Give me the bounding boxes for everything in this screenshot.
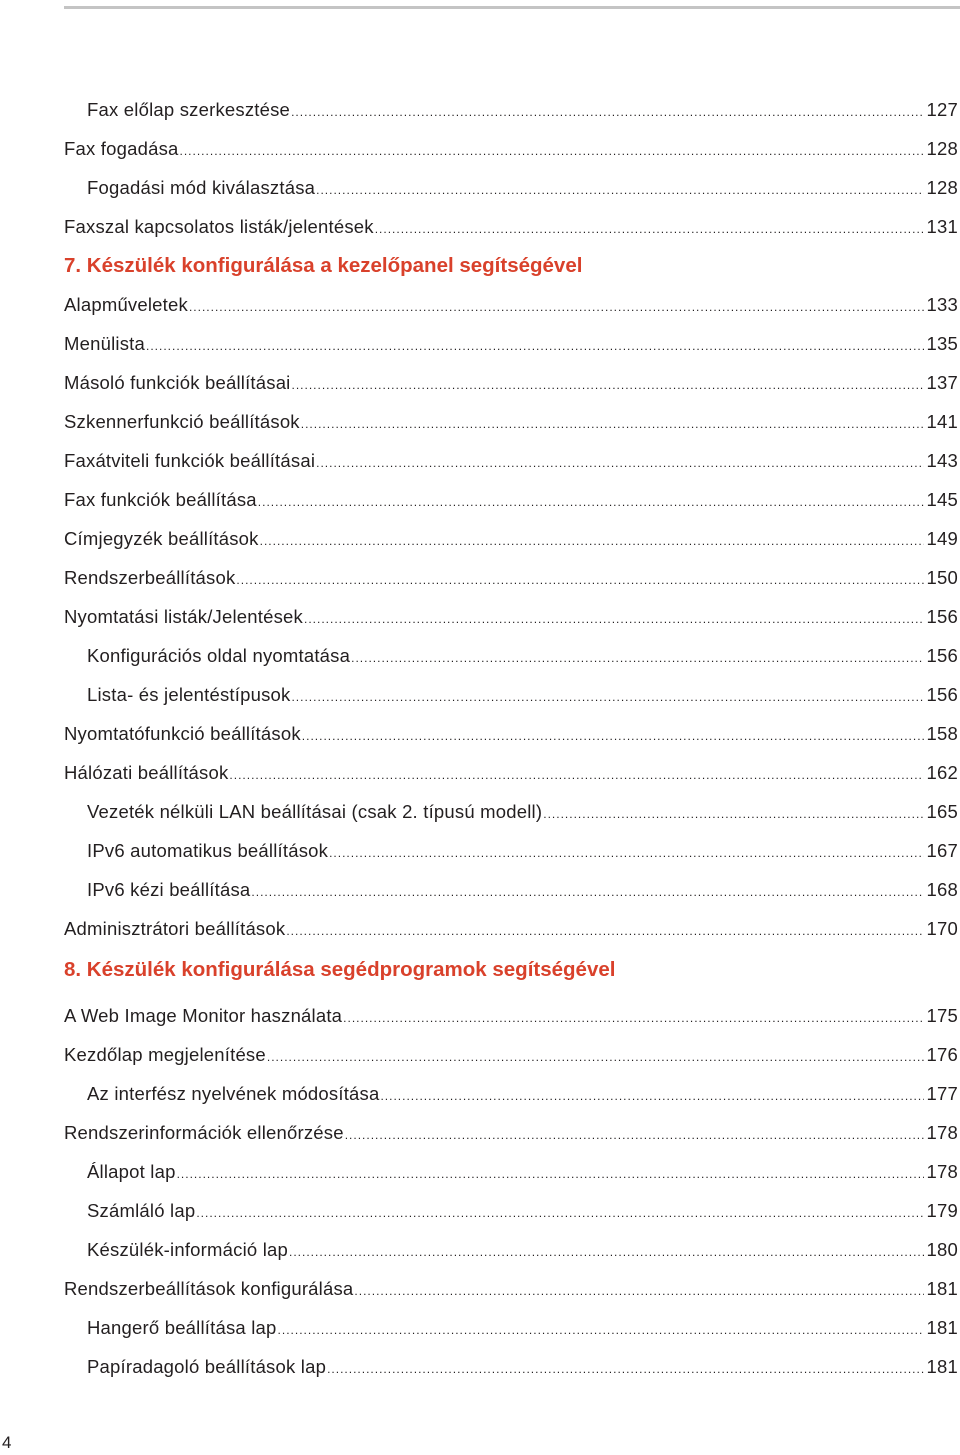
toc-entry[interactable] bbox=[64, 1152, 958, 1191]
toc-entry[interactable] bbox=[64, 285, 958, 324]
toc-entry[interactable] bbox=[64, 1230, 958, 1269]
toc-entry[interactable] bbox=[64, 207, 958, 246]
toc-entry[interactable] bbox=[64, 90, 958, 129]
toc-entry[interactable] bbox=[64, 1035, 958, 1074]
dot-leader bbox=[177, 1155, 924, 1194]
toc-entry-title: Címjegyzék beállítások bbox=[64, 528, 259, 549]
toc-entry-title: Fax funkciók beállítása bbox=[64, 489, 257, 510]
toc-entry-page: 175 bbox=[926, 1005, 958, 1026]
toc-entry[interactable] bbox=[64, 1347, 958, 1386]
toc-entry[interactable] bbox=[64, 636, 958, 675]
toc-entry-title: Nyomtatófunkció beállítások bbox=[64, 723, 301, 744]
toc-entry[interactable] bbox=[64, 363, 958, 402]
top-rule bbox=[64, 6, 960, 9]
toc-entry-title: Kezdőlap megjelenítése bbox=[64, 1044, 266, 1065]
toc-entry-title: Hálózati beállítások bbox=[64, 762, 229, 783]
toc-entry-page: 143 bbox=[926, 450, 958, 471]
toc-entry[interactable] bbox=[64, 480, 958, 519]
dot-leader bbox=[291, 93, 923, 132]
dot-leader bbox=[375, 210, 924, 249]
dot-leader bbox=[180, 132, 924, 171]
toc-entry-title: Nyomtatási listák/Jelentések bbox=[64, 606, 303, 627]
toc-entry-title: Alapműveletek bbox=[64, 294, 188, 315]
toc-entry-title: Papíradagoló beállítások lap bbox=[87, 1356, 327, 1377]
toc-entry-title: Számláló lap bbox=[87, 1200, 196, 1221]
toc-entry-page: 177 bbox=[926, 1083, 958, 1104]
dot-leader bbox=[316, 444, 923, 483]
toc-entry[interactable] bbox=[64, 1269, 958, 1308]
toc-entry-page: 180 bbox=[926, 1239, 958, 1260]
dot-leader bbox=[380, 1077, 923, 1116]
chapter-8-heading[interactable]: 8. Készülék konfigurálása segédprogramok segítségével bbox=[64, 958, 616, 981]
toc-entry-page: 128 bbox=[926, 138, 958, 159]
toc-entry[interactable] bbox=[64, 324, 958, 363]
dot-leader bbox=[301, 405, 924, 444]
dot-leader bbox=[292, 366, 924, 405]
toc-entry[interactable] bbox=[64, 753, 958, 792]
toc-entry-title: Az interfész nyelvének módosítása bbox=[87, 1083, 380, 1104]
toc-entry-page: 167 bbox=[926, 840, 958, 861]
toc-entry-page: 181 bbox=[926, 1317, 958, 1338]
dot-leader bbox=[267, 1038, 924, 1077]
toc-entry-page: 137 bbox=[926, 372, 958, 393]
dot-leader bbox=[343, 999, 923, 1038]
dot-leader bbox=[327, 1350, 923, 1389]
toc-entry-page: 181 bbox=[926, 1278, 958, 1299]
toc-entry[interactable] bbox=[64, 1191, 958, 1230]
dot-leader bbox=[278, 1311, 924, 1350]
toc-entry[interactable] bbox=[64, 831, 958, 870]
toc-entry-page: 127 bbox=[926, 99, 958, 120]
toc-entry-title: Szkennerfunkció beállítások bbox=[64, 411, 300, 432]
toc-entry-title: Másoló funkciók beállításai bbox=[64, 372, 291, 393]
toc-block-1 bbox=[64, 90, 958, 246]
toc-entry-title: Adminisztrátori beállítások bbox=[64, 918, 286, 939]
dot-leader bbox=[146, 327, 924, 366]
dot-leader bbox=[304, 600, 924, 639]
toc-entry-title: Rendszerinformációk ellenőrzése bbox=[64, 1122, 344, 1143]
toc-entry-title: Fax fogadása bbox=[64, 138, 179, 159]
toc-entry[interactable] bbox=[64, 909, 958, 948]
toc-entry-title: Fogadási mód kiválasztása bbox=[87, 177, 316, 198]
dot-leader bbox=[316, 171, 923, 210]
toc-entry-page: 135 bbox=[926, 333, 958, 354]
dot-leader bbox=[329, 834, 923, 873]
toc-entry[interactable] bbox=[64, 441, 958, 480]
toc-entry-title: Lista- és jelentéstípusok bbox=[87, 684, 291, 705]
dot-leader bbox=[345, 1116, 924, 1155]
dot-leader bbox=[189, 288, 924, 327]
toc-entry-title: Faxszal kapcsolatos listák/jelentések bbox=[64, 216, 374, 237]
toc-entry-title: Rendszerbeállítások konfigurálása bbox=[64, 1278, 354, 1299]
toc-entry[interactable] bbox=[64, 675, 958, 714]
toc-entry-title: Hangerő beállítása lap bbox=[87, 1317, 277, 1338]
dot-leader bbox=[260, 522, 924, 561]
toc-entry-title: Készülék-információ lap bbox=[87, 1239, 288, 1260]
toc-entry-page: 156 bbox=[926, 645, 958, 666]
toc-entry-title: Fax előlap szerkesztése bbox=[87, 99, 291, 120]
toc-block-3 bbox=[64, 996, 958, 1386]
toc-entry-page: 156 bbox=[926, 684, 958, 705]
toc-entry-page: 141 bbox=[926, 411, 958, 432]
toc-entry[interactable] bbox=[64, 1308, 958, 1347]
toc-entry-title: IPv6 kézi beállítása bbox=[87, 879, 251, 900]
toc-entry[interactable] bbox=[64, 1113, 958, 1152]
toc-entry[interactable] bbox=[64, 402, 958, 441]
toc-entry-page: 158 bbox=[926, 723, 958, 744]
toc-entry[interactable] bbox=[64, 168, 958, 207]
dot-leader bbox=[251, 873, 923, 912]
toc-entry[interactable] bbox=[64, 792, 958, 831]
toc-entry-page: 176 bbox=[926, 1044, 958, 1065]
toc-entry-page: 179 bbox=[926, 1200, 958, 1221]
dot-leader bbox=[291, 678, 923, 717]
toc-entry[interactable] bbox=[64, 714, 958, 753]
toc-entry[interactable] bbox=[64, 558, 958, 597]
toc-entry[interactable] bbox=[64, 129, 958, 168]
toc-entry-title: Vezeték nélküli LAN beállításai (csak 2. típusú modell) bbox=[87, 801, 543, 822]
toc-entry-title: Állapot lap bbox=[87, 1161, 176, 1182]
toc-entry-page: 149 bbox=[926, 528, 958, 549]
toc-entry-page: 165 bbox=[926, 801, 958, 822]
dot-leader bbox=[543, 795, 923, 834]
toc-entry-title: A Web Image Monitor használata bbox=[64, 1005, 343, 1026]
dot-leader bbox=[302, 717, 924, 756]
dot-leader bbox=[286, 912, 923, 951]
dot-leader bbox=[289, 1233, 924, 1272]
toc-entry-page: 150 bbox=[926, 567, 958, 588]
toc-entry-title: IPv6 automatikus beállítások bbox=[87, 840, 329, 861]
toc-entry-page: 178 bbox=[926, 1122, 958, 1143]
dot-leader bbox=[258, 483, 924, 522]
toc-entry[interactable] bbox=[64, 996, 958, 1035]
toc-block-2 bbox=[64, 285, 958, 948]
toc-entry[interactable] bbox=[64, 870, 958, 909]
toc-entry-page: 162 bbox=[926, 762, 958, 783]
chapter-7-heading[interactable]: 7. Készülék konfigurálása a kezelőpanel segítségével bbox=[64, 254, 583, 277]
toc-entry-page: 170 bbox=[926, 918, 958, 939]
toc-entry-title: Menülista bbox=[64, 333, 145, 354]
dot-leader bbox=[236, 561, 923, 600]
toc-entry[interactable] bbox=[64, 597, 958, 636]
toc-entry-page: 168 bbox=[926, 879, 958, 900]
dot-leader bbox=[354, 1272, 923, 1311]
toc-entry-title: Faxátviteli funkciók beállításai bbox=[64, 450, 316, 471]
toc-entry[interactable] bbox=[64, 519, 958, 558]
toc-entry-page: 133 bbox=[926, 294, 958, 315]
toc-entry-page: 145 bbox=[926, 489, 958, 510]
toc-entry-page: 178 bbox=[926, 1161, 958, 1182]
table-of-contents bbox=[64, 90, 958, 1386]
dot-leader bbox=[351, 639, 923, 678]
toc-entry-page: 131 bbox=[926, 216, 958, 237]
toc-entry-page: 128 bbox=[926, 177, 958, 198]
dot-leader bbox=[229, 756, 923, 795]
toc-entry-page: 181 bbox=[926, 1356, 958, 1377]
toc-entry[interactable] bbox=[64, 1074, 958, 1113]
page-number: 4 bbox=[2, 1433, 12, 1452]
dot-leader bbox=[196, 1194, 923, 1233]
toc-entry-page: 156 bbox=[926, 606, 958, 627]
toc-entry-title: Rendszerbeállítások bbox=[64, 567, 236, 588]
toc-entry-title: Konfigurációs oldal nyomtatása bbox=[87, 645, 351, 666]
